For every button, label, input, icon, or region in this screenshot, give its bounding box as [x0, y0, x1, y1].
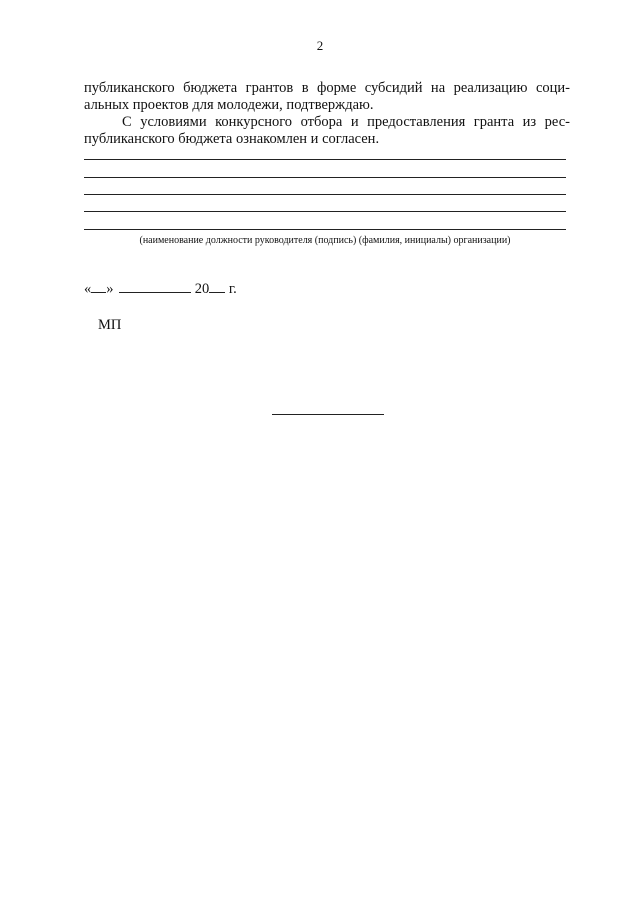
fill-line-2 [84, 177, 566, 178]
paragraph-agreement [84, 114, 570, 148]
signature-caption: (наименование должности руководителя (подпись) (фамилия, инициалы) организации) [139, 235, 511, 246]
stamp-label: МП [98, 317, 122, 333]
fill-line-5 [84, 229, 566, 230]
paragraph-line: альных проектов для молодежи, подтверждаю. [84, 97, 374, 113]
date-line [84, 281, 237, 298]
paragraph-line: С условиями конкурсного отбора и предоставления гранта из рес- [122, 114, 570, 130]
fill-line-4 [84, 211, 566, 212]
end-rule [272, 414, 384, 415]
fill-line-1 [84, 159, 566, 160]
open-quote: « [84, 281, 92, 297]
paragraph-line: публиканского бюджета ознакомлен и согласен. [84, 131, 380, 147]
month-blank [119, 281, 191, 293]
paragraph-confirmation [84, 80, 570, 114]
fill-line-3 [84, 194, 566, 195]
year-blank [209, 281, 225, 293]
day-blank [91, 281, 106, 293]
year-prefix: 20 [194, 281, 210, 297]
year-suffix: г. [228, 281, 237, 297]
close-quote: » [106, 281, 114, 297]
page-number: 2 [316, 38, 324, 53]
paragraph-line: публиканского бюджета грантов в форме субсидий на реализацию соци- [84, 80, 570, 96]
